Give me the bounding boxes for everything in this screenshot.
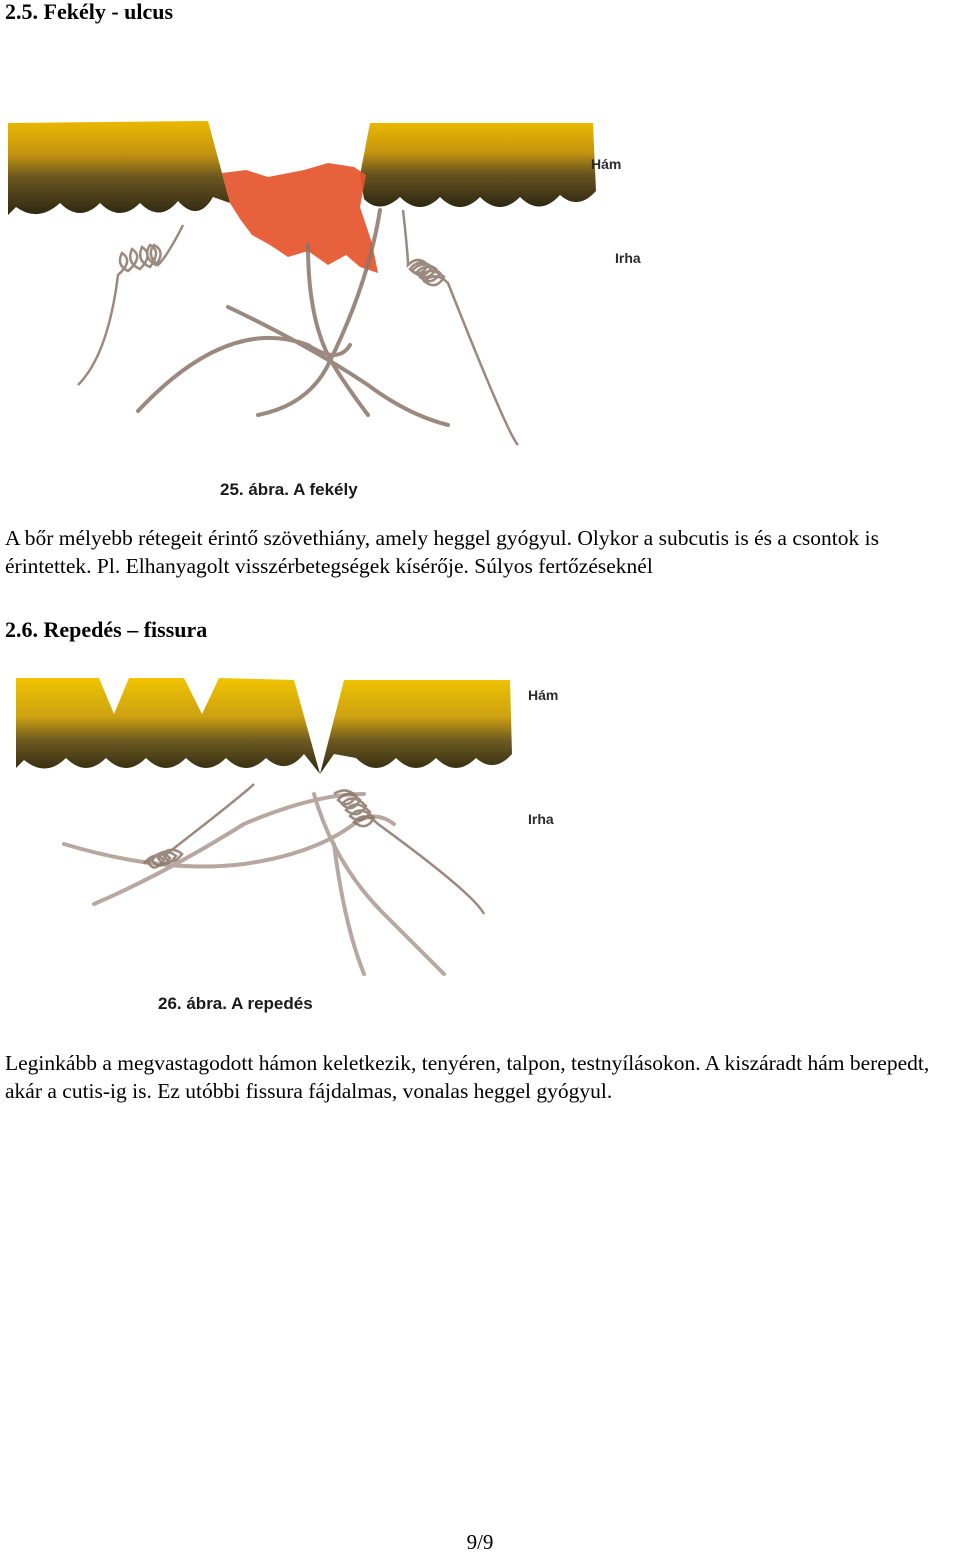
ulcer-defect: [222, 163, 378, 273]
section-heading-fissura: 2.6. Repedés – fissura: [5, 617, 208, 642]
figure-fissure-illustration: [14, 674, 574, 1014]
page-number: 9/9: [466, 1530, 494, 1554]
label-ham: Hám: [528, 687, 559, 703]
paragraph-fissura-description: Leginkább a megvastagodott hámon keletkezik, tenyéren, talpon, testnyílásokon. A kiszáradt hám berepedt, akár a cutis-ig is. Ez utóbbi fissura fájdalmas, vonalas heggel gyógyul.: [5, 1051, 930, 1103]
section-heading-ulcus: 2.5. Fekély - ulcus: [5, 0, 174, 24]
epidermis-right: [360, 123, 596, 207]
epidermis-fissured: [16, 678, 512, 774]
figure-ulcer-illustration: [8, 115, 653, 507]
paragraph-ulcus-description: A bőr mélyebb rétegeit érintő szövethiány, amely heggel gyógyul. Olykor a subcutis is és a csontok is érintettek. Pl. Elhanyagolt visszérbetegségek kísérője. Súlyos fertőzéseknél: [5, 526, 879, 578]
label-irha: Irha: [615, 250, 641, 266]
figure-caption: 25. ábra. A fekély: [220, 480, 358, 499]
label-ham: Hám: [591, 156, 622, 172]
epidermis-left: [8, 121, 230, 215]
label-irha: Irha: [528, 811, 554, 827]
figure-caption: 26. ábra. A repedés: [158, 994, 313, 1013]
